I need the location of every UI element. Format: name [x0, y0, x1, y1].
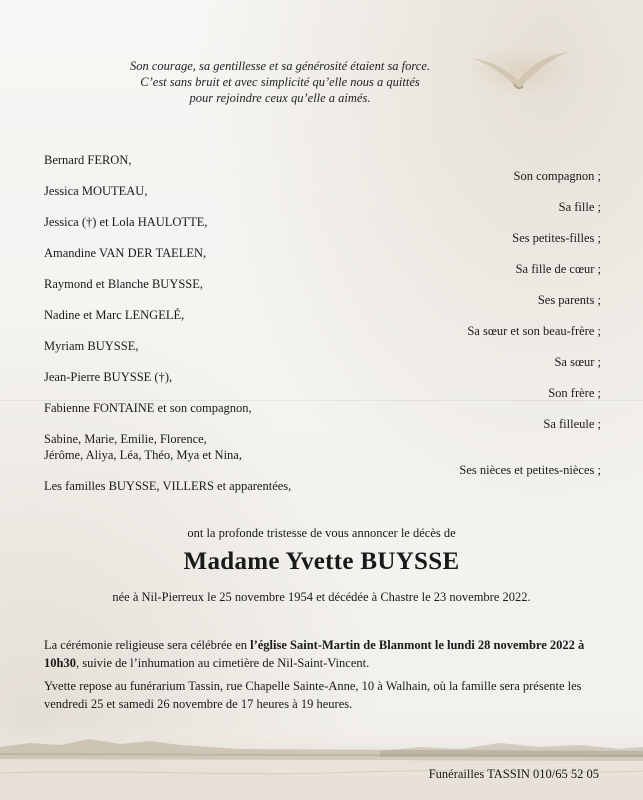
- family-name: Jessica (†) et Lola HAULOTTE,: [44, 215, 208, 229]
- birth-death-text: née à Nil-Pierreux le 25 novembre 1954 et décédée à Chastre le 23 novembre 2022.: [112, 590, 531, 604]
- ceremony-location-date: l’église Saint-Martin de Blanmont le lundi 28 novembre 2022 à 10h30: [44, 638, 585, 670]
- flying-bird-icon: [468, 44, 572, 96]
- family-name: Nadine et Marc LENGELÉ,: [44, 308, 185, 322]
- family-relation: Ses parents ;: [537, 293, 601, 307]
- deceased-name: Madame Yvette BUYSSE: [183, 548, 460, 575]
- ceremony-text: La cérémonie religieuse sera célébrée en: [44, 638, 251, 652]
- family-relation: Son frère ;: [548, 386, 601, 400]
- family-name: Amandine VAN DER TAELEN,: [44, 246, 207, 260]
- family-name: Myriam BUYSSE,: [44, 339, 139, 353]
- family-relation: Ses nièces et petites-nièces ;: [459, 463, 601, 477]
- family-relation: Ses petites-filles ;: [512, 231, 601, 245]
- family-name: Bernard FERON,: [44, 153, 132, 167]
- family-name: Jérôme, Aliya, Léa, Théo, Mya et Nina,: [44, 448, 242, 462]
- ceremony-text-end: , suivie de l’inhumation au cimetière de Nil-Saint-Vincent.: [75, 656, 370, 670]
- family-name: Jessica MOUTEAU,: [44, 184, 148, 198]
- family-name: Fabienne FONTAINE et son compagnon,: [44, 401, 252, 415]
- family-relation: Sa sœur et son beau-frère ;: [467, 324, 601, 338]
- quote-line-3: pour rejoindre ceux qu’elle a aimés.: [189, 91, 371, 105]
- family-relation: Son compagnon ;: [513, 169, 601, 183]
- family-name: Jean-Pierre BUYSSE (†),: [44, 370, 173, 384]
- visitation-paragraph: Yvette repose au funérarium Tassin, rue Chapelle Sainte-Anne, 10 à Walhain, où la famille sera présente les vendredi 25 et samedi 26 novembre de 17 heures à 19 heures.: [44, 679, 582, 711]
- funeral-home-contact: Funérailles TASSIN 010/65 52 05: [428, 767, 599, 781]
- quote-line-2: C’est sans bruit et avec simplicité qu’elle nous a quittés: [140, 75, 420, 89]
- family-relation: Sa filleule ;: [543, 417, 601, 431]
- family-relation: Sa fille de cœur ;: [515, 262, 601, 276]
- ceremony-paragraph: [44, 636, 604, 672]
- family-name: Raymond et Blanche BUYSSE,: [44, 277, 204, 291]
- lake-landscape-image: [0, 725, 643, 800]
- quote-line-1: Son courage, sa gentillesse et sa générosité étaient sa force.: [129, 59, 431, 73]
- family-relation: Sa sœur ;: [554, 355, 601, 369]
- announcement-text: ont la profonde tristesse de vous annoncer le décès de: [187, 526, 456, 540]
- epitaph-quote: [100, 58, 460, 106]
- family-relation: Sa fille ;: [558, 200, 601, 214]
- family-name: Les familles BUYSSE, VILLERS et apparentées,: [44, 479, 292, 493]
- family-name: Sabine, Marie, Emilie, Florence,: [44, 432, 207, 446]
